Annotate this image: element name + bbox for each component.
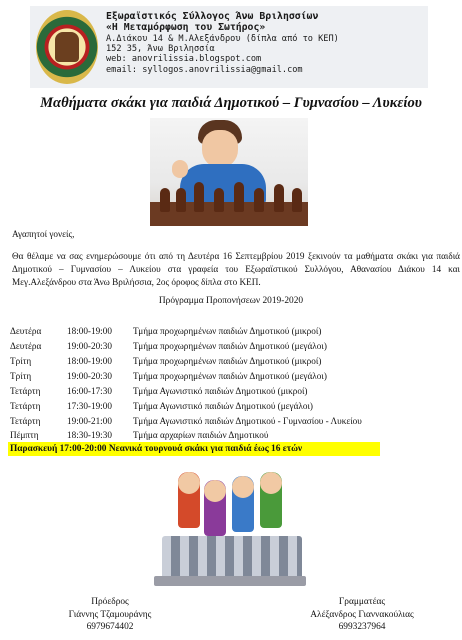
org-name: Εξωραϊστικός Σύλλογος Άνω Βριλησσίων bbox=[106, 11, 319, 22]
schedule-day: Τετάρτη bbox=[10, 416, 41, 426]
schedule-time: 18:30-19:30 bbox=[67, 430, 112, 440]
org-web: web: anovrilissia.blogspot.com bbox=[106, 54, 262, 65]
greeting: Αγαπητοί γονείς, bbox=[12, 229, 75, 239]
chessboard-shape bbox=[150, 202, 308, 226]
page-title: Μαθήματα σκάκι για παιδιά Δημοτικού – Γυμνασίου – Λυκείου bbox=[40, 95, 422, 111]
schedule-title: Πρόγραμμα Προπονήσεων 2019-2020 bbox=[158, 296, 304, 306]
schedule-desc: Τμήμα Αγωνιστικό παιδιών Δημοτικού (μεγάλοι) bbox=[133, 401, 313, 411]
intro-paragraph: Θα θέλαμε να σας ενημερώσουμε ότι από τη Δευτέρα 16 Σεπτεμβρίου 2019 ξεκινούν τα μαθήματα σκάκι για παιδιά Δημοτικού – Γυμνασίου – Λυκείου στα γραφεία του Εξωραϊστικού Συλλόγου, Αθανασίου Διάκου 14 και Μεγ.Αλεξάνδρου στα Άνω Βριλήσσια, 2ος όροφος δίπλα στο ΚΕΠ. bbox=[12, 251, 460, 287]
schedule-time: 17:30-19:00 bbox=[67, 401, 112, 411]
kid-figure bbox=[178, 472, 200, 528]
schedule-desc: Τμήμα προχωρημένων παιδιών Δημοτικού (μεγάλοι) bbox=[133, 371, 327, 381]
schedule-day: Τετάρτη bbox=[10, 386, 41, 396]
kid-head bbox=[260, 472, 282, 494]
president-name: Γιάννης Τζαμουράνης bbox=[68, 609, 152, 620]
chess-pieces-shape bbox=[162, 536, 302, 580]
kid-head bbox=[232, 476, 254, 498]
board-base-shape bbox=[154, 576, 306, 586]
signature-secretary bbox=[272, 596, 452, 634]
association-logo bbox=[36, 10, 98, 84]
schedule-day: Τρίτη bbox=[10, 356, 32, 366]
schedule-desc: Τμήμα προχωρημένων παιδιών Δημοτικού (μεγάλοι) bbox=[133, 341, 327, 351]
chess-piece-icon bbox=[234, 182, 244, 212]
secretary-phone: 6993237964 bbox=[338, 622, 386, 633]
schedule-day: Δευτέρα bbox=[10, 326, 42, 336]
schedule-desc: Τμήμα Αγωνιστικό παιδιών Δημοτικού (μικροί) bbox=[133, 386, 308, 396]
association-header bbox=[30, 6, 428, 88]
schedule-day: Τρίτη bbox=[10, 371, 32, 381]
chess-piece-icon bbox=[274, 184, 284, 212]
kid-figure bbox=[232, 476, 254, 532]
chess-piece-icon bbox=[254, 188, 264, 212]
schedule-desc: Τμήμα αρχαρίων παιδιών Δημοτικού bbox=[133, 430, 269, 440]
schedule-time: 19:00-20:30 bbox=[67, 371, 112, 381]
chess-piece-icon bbox=[194, 182, 204, 212]
boy-chess-photo bbox=[150, 118, 308, 226]
schedule-desc: Τμήμα προχωρημένων παιδιών Δημοτικού (μικροί) bbox=[133, 326, 322, 336]
schedule-time: 18:00-19:00 bbox=[67, 356, 112, 366]
schedule-day: Πέμπτη bbox=[10, 430, 39, 440]
face-shape bbox=[202, 130, 238, 168]
secretary-role: Γραμματέας bbox=[338, 597, 386, 607]
secretary-name: Αλέξανδρος Γιαννακούλιας bbox=[310, 609, 414, 620]
kid-figure bbox=[260, 472, 282, 528]
schedule-time: 19:00-20:30 bbox=[67, 341, 112, 351]
president-phone: 6979674402 bbox=[86, 622, 134, 633]
org-email: email: syllogos.anovrilissia@gmail.com bbox=[106, 64, 303, 75]
schedule-time: 18:00-19:00 bbox=[67, 326, 112, 336]
schedule-desc: Τμήμα προχωρημένων παιδιών Δημοτικού (μικροί) bbox=[133, 356, 322, 366]
president-role: Πρόεδρος bbox=[91, 597, 129, 607]
kid-head bbox=[204, 480, 226, 502]
schedule-desc: Τμήμα Αγωνιστικό παιδιών Δημοτικού - Γυμνασίου - Λυκείου bbox=[133, 416, 362, 426]
kid-figure bbox=[204, 480, 226, 536]
chess-piece-icon bbox=[214, 188, 224, 212]
org-address-2: 152 35, Άνω Βριλησσία bbox=[106, 44, 215, 55]
association-info bbox=[106, 11, 339, 75]
kids-chess-illustration bbox=[150, 464, 310, 592]
icon-figure bbox=[55, 32, 79, 62]
chess-piece-icon bbox=[176, 188, 186, 212]
schedule-day: Τετάρτη bbox=[10, 401, 41, 411]
chess-piece-icon bbox=[160, 188, 170, 212]
chess-piece-icon bbox=[292, 188, 302, 212]
signature-president bbox=[30, 596, 190, 634]
org-subtitle: «Η Μεταμόρφωση του Σωτήρος» bbox=[106, 22, 266, 33]
tournament-announcement: Παρασκευή 17:00-20:00 Νεανικά τουρνουά σκάκι για παιδιά έως 16 ετών bbox=[10, 444, 303, 454]
schedule-day: Δευτέρα bbox=[10, 341, 42, 351]
schedule-time: 19:00-21:00 bbox=[67, 416, 112, 426]
hand-shape bbox=[172, 160, 188, 178]
kid-head bbox=[178, 472, 200, 494]
schedule-time: 16:00-17:30 bbox=[67, 386, 112, 396]
org-address-1: Α.Διάκου 14 & Μ.Αλεξάνδρου (δίπλα από το ΚΕΠ) bbox=[106, 34, 339, 44]
